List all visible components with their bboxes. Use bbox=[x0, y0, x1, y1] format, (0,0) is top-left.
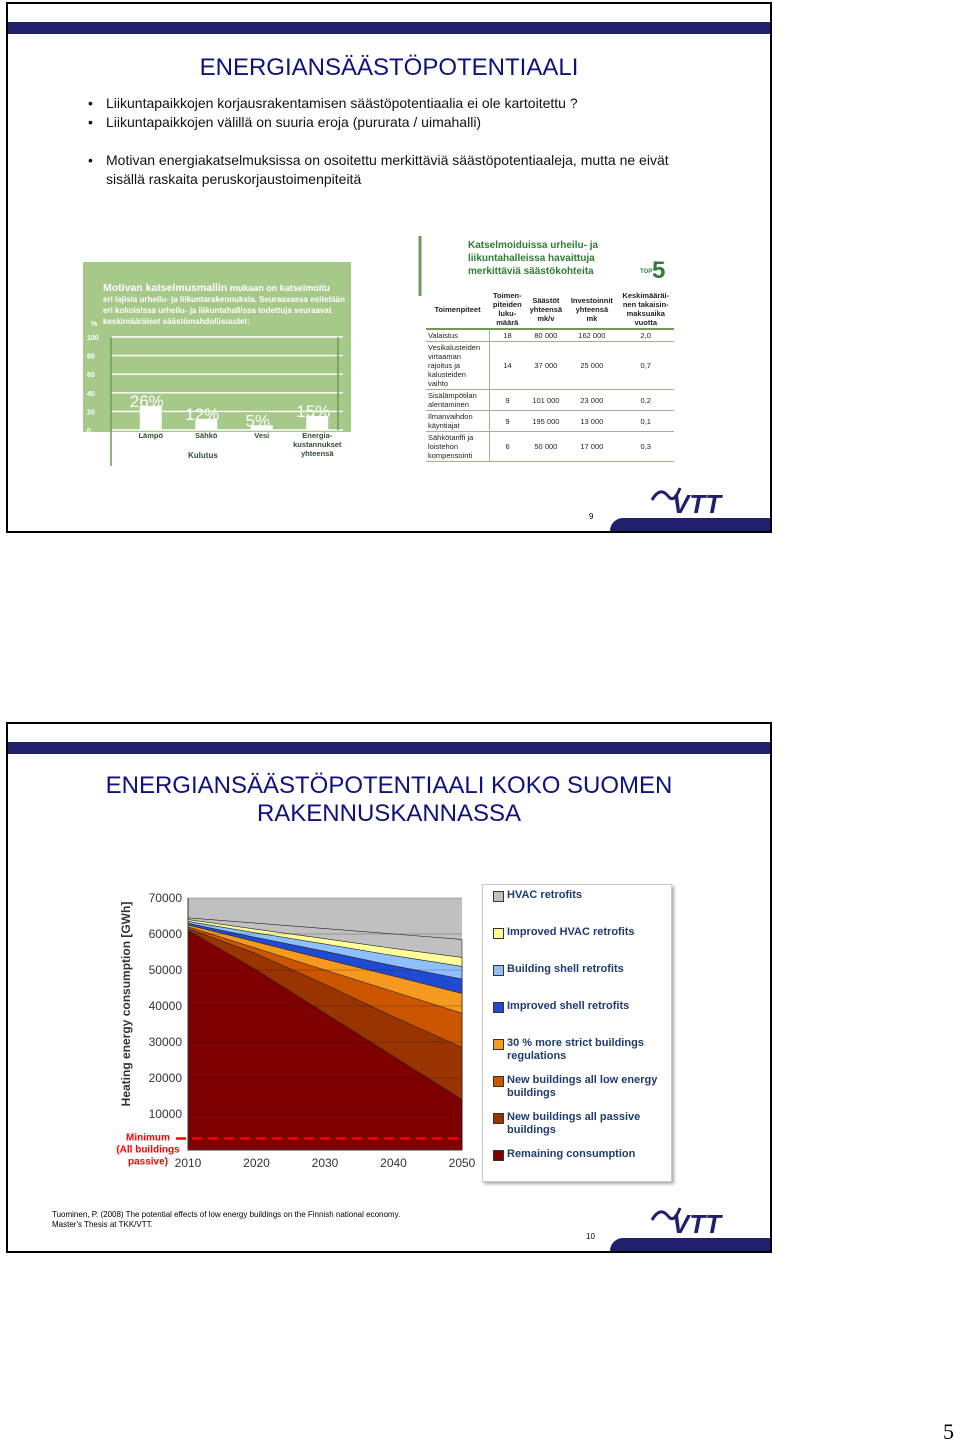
bar-value-label: 5% bbox=[245, 411, 271, 431]
chart-header-line-3: eri kokoisissa urheilu- ja liikuntahallissa todettuja seuraavat bbox=[103, 306, 332, 315]
legend-swatch bbox=[493, 965, 504, 976]
chart-header-line-1: Motivan katselmusmallin mukaan on katselmoitu bbox=[103, 282, 330, 294]
value-cell: 101 000 bbox=[526, 390, 567, 411]
motiva-savings-chart bbox=[83, 262, 353, 470]
table-title-line-1: Katselmoiduissa urheilu- ja bbox=[468, 240, 599, 251]
slide-header-bar bbox=[8, 22, 770, 34]
svg-text:VTT: VTT bbox=[672, 489, 722, 516]
value-cell: 18 bbox=[489, 329, 525, 342]
legend-swatch bbox=[493, 1002, 504, 1013]
legend-item bbox=[493, 889, 661, 902]
legend-label: Improved shell retrofits bbox=[507, 1000, 630, 1012]
column-header: Säästöt yhteensä mk/v bbox=[526, 290, 567, 329]
table-title-line-2: liikuntahalleissa havaittuja bbox=[468, 253, 595, 264]
column-header: Keskimääräi- nen takaisin- maksuaika vuotta bbox=[618, 290, 674, 329]
measure-cell: Sisälämpötilan alentaminen bbox=[426, 390, 489, 411]
value-cell: 2,0 bbox=[618, 329, 674, 342]
y-tick-labels bbox=[149, 891, 183, 1121]
table-row bbox=[426, 342, 674, 390]
value-cell: 9 bbox=[489, 411, 525, 432]
legend-item bbox=[493, 1000, 661, 1013]
x-tick-label: 2010 bbox=[174, 1156, 202, 1170]
slide-title-line-1: ENERGIANSÄÄSTÖPOTENTIAALI KOKO SUOMEN bbox=[105, 772, 673, 799]
legend-swatch bbox=[493, 1150, 504, 1161]
table-row bbox=[426, 432, 674, 462]
legend-label: Building shell retrofits bbox=[507, 963, 624, 975]
caption-line-1: Tuominen, P. (2008) The potential effects of low energy buildings on the Finnish national economy. bbox=[52, 1210, 401, 1219]
chart-legend bbox=[482, 884, 672, 1182]
table-body bbox=[426, 329, 674, 462]
minimum-label-line-3: passive) bbox=[127, 1156, 169, 1168]
legend-swatch bbox=[493, 1039, 504, 1050]
legend-item bbox=[493, 1037, 661, 1063]
category-labels bbox=[138, 431, 341, 458]
value-cell: 23 000 bbox=[566, 390, 617, 411]
value-cell: 17 000 bbox=[566, 432, 617, 462]
value-cell: 9 bbox=[489, 390, 525, 411]
y-unit-label: % bbox=[91, 321, 98, 328]
x-tick-labels bbox=[175, 1156, 476, 1170]
legend-swatch bbox=[493, 1113, 504, 1124]
value-cell: 195 000 bbox=[526, 411, 567, 432]
y-tick-label: 100 bbox=[87, 335, 99, 342]
footer-band bbox=[610, 518, 770, 531]
bar-value-label: 15% bbox=[296, 402, 331, 422]
slide-title: ENERGIANSÄÄSTÖPOTENTIAALI bbox=[199, 54, 579, 81]
value-cell: 37 000 bbox=[526, 342, 567, 390]
footer-band bbox=[610, 1238, 770, 1251]
slide-9 bbox=[6, 2, 772, 533]
column-header: Toimenpiteet bbox=[426, 290, 489, 329]
category-label: Vesi bbox=[254, 431, 270, 440]
x-tick-label: 2040 bbox=[380, 1156, 407, 1170]
y-tick-label: 30000 bbox=[148, 1035, 182, 1049]
top5-savings-table bbox=[418, 236, 678, 466]
measure-cell: Ilmanvaihdon käyntiajat bbox=[426, 411, 489, 432]
column-header: Investoinnit yhteensä mk bbox=[566, 290, 617, 329]
motiva-chart-svg bbox=[83, 262, 353, 470]
table-row bbox=[426, 411, 674, 432]
legend-item bbox=[493, 963, 661, 976]
y-tick-label: 60 bbox=[87, 372, 95, 380]
group-label: Kulutus bbox=[188, 451, 218, 460]
vtt-logo-icon bbox=[650, 480, 742, 516]
y-tick-label: 60000 bbox=[148, 927, 182, 941]
table-title-line-3: merkittäviä säästökohteita bbox=[468, 266, 594, 277]
y-tick-label: 50000 bbox=[148, 963, 182, 977]
y-tick-label: 80 bbox=[87, 353, 95, 361]
value-cell: 25 000 bbox=[566, 342, 617, 390]
vtt-logo-icon bbox=[650, 1200, 742, 1236]
legend-label: New buildings all passive buildings bbox=[507, 1111, 641, 1136]
savings-table bbox=[426, 290, 674, 462]
column-header: Toimen- piteiden luku- määrä bbox=[489, 290, 525, 329]
y-tick-label: 40000 bbox=[148, 999, 182, 1013]
value-cell: 0,3 bbox=[618, 432, 674, 462]
legend-swatch bbox=[493, 928, 504, 939]
slide-number: 9 bbox=[589, 512, 594, 521]
category-label: Lämpö bbox=[138, 431, 164, 440]
y-tick-label: 40 bbox=[87, 390, 95, 398]
legend-label: HVAC retrofits bbox=[507, 889, 582, 901]
value-cell: 80 000 bbox=[526, 329, 567, 342]
minimum-label-line-1: Minimum bbox=[126, 1132, 170, 1144]
bullet-item: • Liikuntapaikkojen välillä on suuria eroja (pururata / uimahalli) bbox=[88, 113, 688, 132]
y-tick-label: 20000 bbox=[148, 1071, 182, 1085]
slide-10 bbox=[6, 722, 772, 1253]
legend-item bbox=[493, 926, 661, 939]
source-caption bbox=[52, 1210, 400, 1230]
value-cell: 0,2 bbox=[618, 390, 674, 411]
y-tick-label: 20 bbox=[87, 409, 95, 417]
table-row bbox=[426, 329, 674, 342]
bullet-item: • Liikuntapaikkojen korjausrakentamisen säästöpotentiaalia ei ole kartoitettu ? bbox=[88, 94, 688, 113]
bar-value-label: 26% bbox=[129, 391, 164, 411]
bullet-item: • Motivan energiakatselmuksissa on osoitettu merkittäviä säästöpotentiaaleja, mutta ne eivät sisällä raskaita peruskorjaustoimenpiteitä bbox=[88, 151, 688, 189]
x-tick-label: 2050 bbox=[448, 1156, 476, 1170]
value-cell: 0,7 bbox=[618, 342, 674, 390]
measure-cell: Vesikalusteiden virtaaman rajoitus ja kalusteiden vaihto bbox=[426, 342, 489, 390]
legend-label: 30 % more strict buildings regulations bbox=[507, 1037, 644, 1062]
x-tick-label: 2030 bbox=[311, 1156, 339, 1170]
top-badge-number: 5 bbox=[652, 257, 666, 284]
area-series bbox=[188, 918, 462, 1150]
chart-header-line-4: keskimääräiset säästömahdollisuudet: bbox=[103, 317, 250, 326]
value-cell: 162 000 bbox=[566, 329, 617, 342]
legend-label: Remaining consumption bbox=[507, 1148, 636, 1160]
legend-label: New buildings all low energy buildings bbox=[507, 1074, 658, 1099]
x-tick-label: 2020 bbox=[243, 1156, 270, 1170]
legend-swatch bbox=[493, 891, 504, 902]
caption-line-2: Master's Thesis at TKK/VTT. bbox=[52, 1220, 153, 1229]
legend-item bbox=[493, 1148, 661, 1161]
page-number: 5 bbox=[943, 1419, 954, 1444]
value-cell: 6 bbox=[489, 432, 525, 462]
minimum-label-line-2: (All buildings bbox=[116, 1144, 180, 1156]
measure-cell: Valaistus bbox=[426, 329, 489, 342]
category-label: Sähkö bbox=[194, 431, 218, 440]
slide-header-bar bbox=[8, 742, 770, 754]
bullet-list bbox=[88, 94, 688, 189]
value-cell: 14 bbox=[489, 342, 525, 390]
chart-header-line-2: eri lajisia urheilu- ja liikuntarakennuksia. Seuraavassa esitetään bbox=[103, 295, 345, 304]
y-axis-label: Heating energy consumption [GWh] bbox=[119, 901, 133, 1107]
legend-item bbox=[493, 1074, 661, 1100]
table-row bbox=[426, 390, 674, 411]
slide-title-line-2: RAKENNUSKANNASSA bbox=[256, 800, 522, 827]
y-tick-label: 70000 bbox=[148, 891, 182, 905]
heating-energy-area-chart bbox=[100, 880, 480, 1180]
legend-label: Improved HVAC retrofits bbox=[507, 926, 635, 938]
legend-swatch bbox=[493, 1076, 504, 1087]
value-cell: 50 000 bbox=[526, 432, 567, 462]
category-label: Energia-kustannukset yhteensä bbox=[293, 431, 342, 458]
slide-number: 10 bbox=[586, 1232, 595, 1241]
value-cell: 13 000 bbox=[566, 411, 617, 432]
bar-value-label: 12% bbox=[185, 404, 220, 424]
value-cell: 0,1 bbox=[618, 411, 674, 432]
top-badge-label: TOP bbox=[640, 269, 653, 275]
y-tick-label: 0 bbox=[87, 428, 91, 435]
y-tick-label: 10000 bbox=[148, 1107, 182, 1121]
table-header-svg bbox=[418, 236, 678, 296]
measure-cell: Sähkötariffi ja loistehon kompensointi bbox=[426, 432, 489, 462]
table-header-row bbox=[426, 290, 674, 329]
legend-item bbox=[493, 1111, 661, 1137]
svg-text:VTT: VTT bbox=[672, 1209, 722, 1236]
